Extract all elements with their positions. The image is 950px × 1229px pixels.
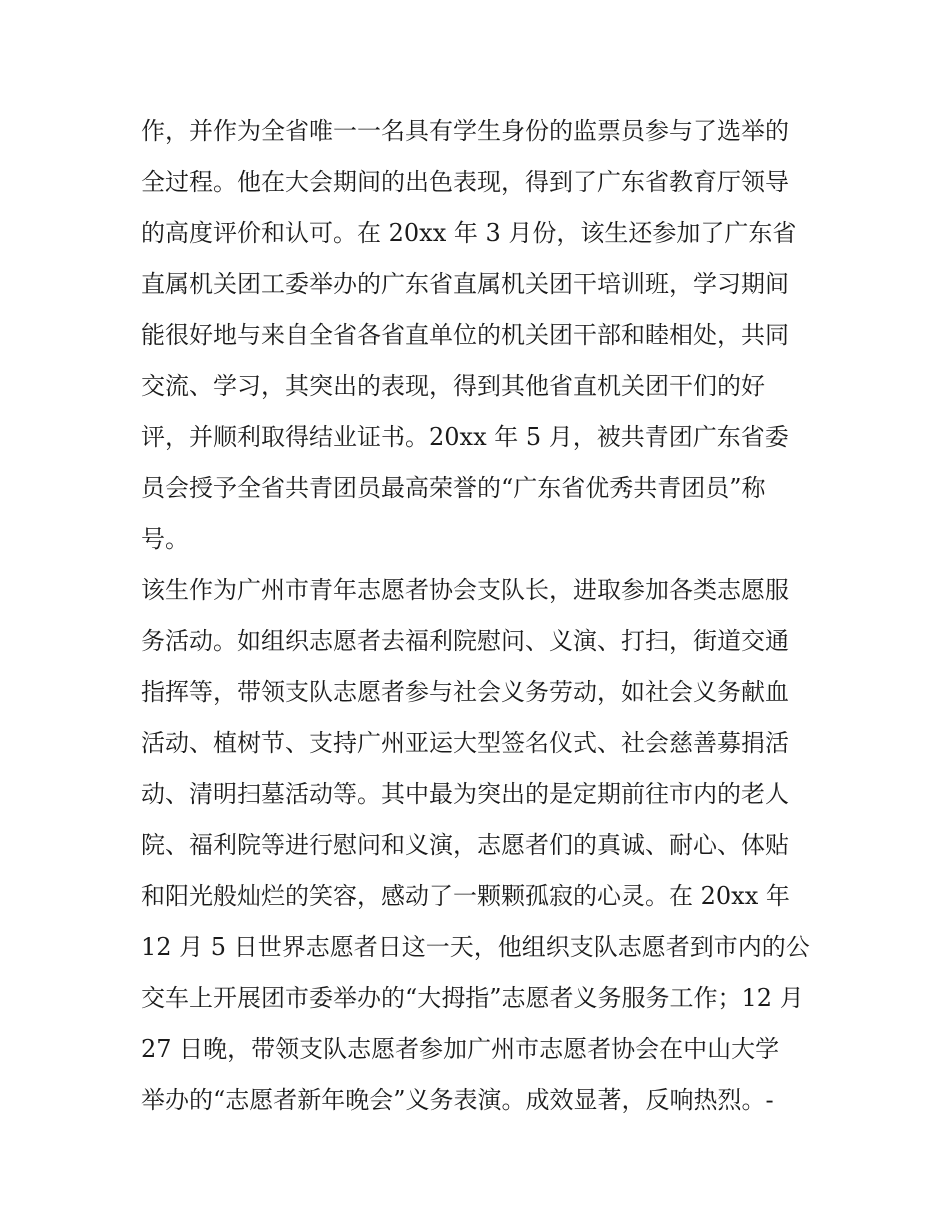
text-line: 能很好地与来自全省各省直单位的机关团干部和睦相处，共同: [141, 321, 789, 349]
text-line: 作，并作为全省唯一一名具有学生身份的监票员参与了选举的: [141, 117, 789, 145]
text-line: 务活动。如组织志愿者去福利院慰问、义演、打扫，街道交通: [141, 627, 789, 655]
text-line: 27 日晚，带领支队志愿者参加广州市志愿者协会在中山大学: [141, 1035, 780, 1063]
text-line: 举办的“志愿者新年晚会”义务表演。成效显著，反响热烈。-: [141, 1086, 774, 1114]
text-line: 和阳光般灿烂的笑容，感动了一颗颗孤寂的心灵。在 20xx 年: [141, 882, 790, 910]
text-line: 交流、学习，其突出的表现，得到其他省直机关团干们的好: [141, 372, 765, 400]
text-line: 交车上开展团市委举办的“大拇指”志愿者义务服务工作；12 月: [141, 984, 804, 1012]
body-text: [141, 106, 821, 1126]
text-line: 号。: [141, 525, 189, 553]
text-line: 直属机关团工委举办的广东省直属机关团干培训班，学习期间: [141, 270, 789, 298]
text-line: 12 月 5 日世界志愿者日这一天，他组织支队志愿者到市内的公: [141, 933, 810, 961]
text-line: 指挥等，带领支队志愿者参与社会义务劳动，如社会义务献血: [141, 678, 789, 706]
text-line: 全过程。他在大会期间的出色表现，得到了广东省教育厅领导: [141, 168, 789, 196]
text-line: 的高度评价和认可。在 20xx 年 3 月份，该生还参加了广东省: [141, 219, 797, 247]
text-line: 院、福利院等进行慰问和义演，志愿者们的真诚、耐心、体贴: [141, 831, 789, 859]
text-line: 该生作为广州市青年志愿者协会支队长，进取参加各类志愿服: [141, 576, 789, 604]
text-line: 动、清明扫墓活动等。其中最为突出的是定期前往市内的老人: [141, 780, 789, 808]
text-line: 员会授予全省共青团员最高荣誉的“广东省优秀共青团员”称: [141, 474, 766, 502]
text-line: 评，并顺利取得结业证书。20xx 年 5 月，被共青团广东省委: [141, 423, 789, 451]
text-line: 活动、植树节、支持广州亚运大型签名仪式、社会慈善募捐活: [141, 729, 789, 757]
